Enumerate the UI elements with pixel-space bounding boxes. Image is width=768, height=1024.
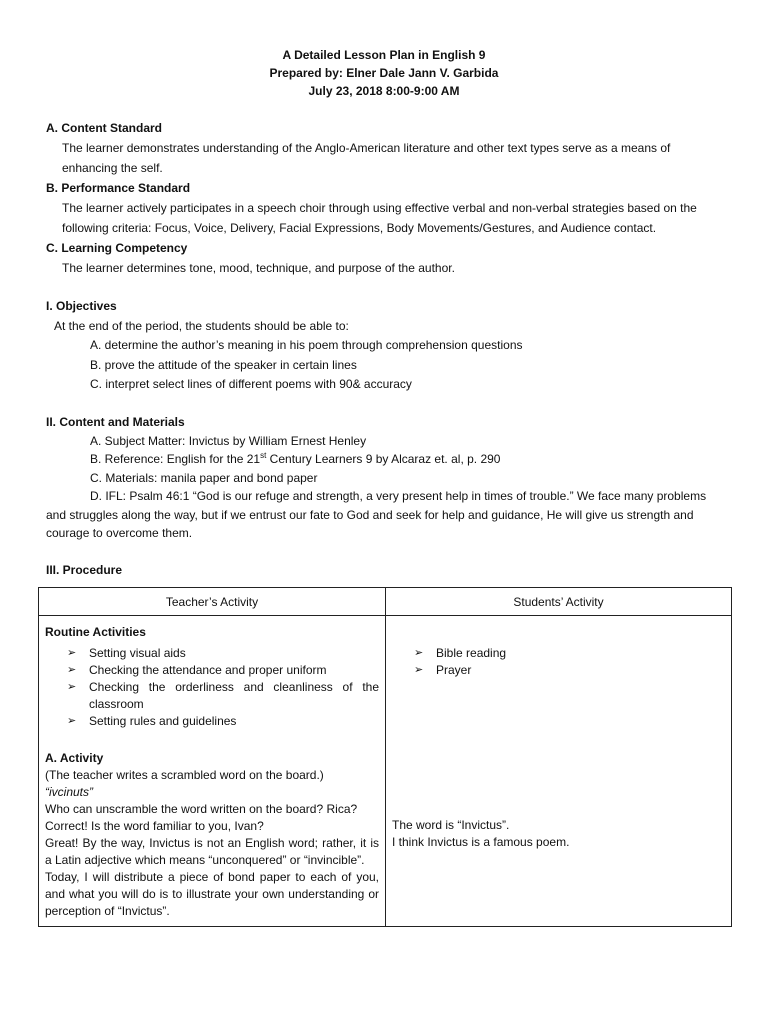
list-item: ➢ Checking the attendance and proper uniform — [67, 663, 327, 677]
teacher-question: Correct! Is the word familiar to you, Ivan? — [45, 819, 264, 833]
content-materials-heading: II. Content and Materials — [46, 415, 185, 429]
subject-matter: A. Subject Matter: Invictus by William Ernest Henley — [90, 433, 367, 448]
scrambled-word: “ivcinuts” — [45, 785, 94, 799]
arrowhead-bullet-icon: ➢ — [67, 681, 77, 693]
learning-competency-heading: C. Learning Competency — [46, 241, 188, 255]
prepared-by: Prepared by: Elner Dale Jann V. Garbida — [269, 66, 499, 80]
procedure-heading: III. Procedure — [46, 563, 123, 577]
students-activity-header: Students’ Activity — [386, 588, 732, 616]
lesson-date: July 23, 2018 8:00-9:00 AM — [308, 84, 460, 98]
student-routine-list — [392, 645, 725, 679]
document-title: A Detailed Lesson Plan in English 9 — [282, 48, 486, 62]
teacher-explanation: Great! By the way, Invictus is not an English word; rather, it is a Latin adjective which means “unconquered” or “invincible”. — [45, 836, 379, 867]
materials: C. Materials: manila paper and bond paper — [90, 470, 318, 485]
teacher-activity-cell — [39, 616, 386, 927]
arrowhead-bullet-icon: ➢ — [67, 715, 77, 727]
list-item: ➢ Setting rules and guidelines — [67, 714, 237, 728]
document-header — [0, 46, 768, 100]
ifl-text: D. IFL: Psalm 46:1 “God is our refuge and strength, a very present help in times of trouble.” We face many problems and struggles along the way, but if we entrust our fate to God and seek for help and guidance, He will give us strength and courage to overcome them. — [46, 489, 707, 540]
arrowhead-bullet-icon: ➢ — [414, 647, 424, 659]
objectives-intro: At the end of the period, the students should be able to: — [54, 318, 349, 333]
arrowhead-bullet-icon: ➢ — [414, 664, 424, 676]
performance-standard-text: The learner actively participates in a speech choir through using effective verbal and non-verbal strategies based on the following criteria: Focus, Voice, Delivery, Facial Expressions, Body Movements/Gestures, and Audience contact. — [62, 201, 697, 235]
teacher-activity-header: Teacher’s Activity — [39, 588, 386, 616]
arrowhead-bullet-icon: ➢ — [67, 664, 77, 676]
standards-section — [46, 118, 716, 278]
arrowhead-bullet-icon: ➢ — [67, 647, 77, 659]
performance-standard-heading: B. Performance Standard — [46, 181, 191, 195]
student-answer: I think Invictus is a famous poem. — [392, 835, 570, 849]
teacher-instruction: Today, I will distribute a piece of bond paper to each of you, and what you will do is to illustrate your own understanding or perception of “Invictus”. — [45, 870, 379, 918]
objectives-heading: I. Objectives — [46, 299, 117, 313]
reference: B. Reference: English for the 21st Century Learners 9 by Alcaraz et. al, p. 290 — [90, 451, 501, 466]
students-activity-cell — [386, 616, 732, 927]
list-item: ➢ Setting visual aids — [67, 646, 186, 660]
teacher-question: Who can unscramble the word written on the board? Rica? — [45, 802, 358, 816]
table-header-row — [39, 588, 732, 616]
content-standard-text: The learner demonstrates understanding of the Anglo-American literature and other text types serve as a means of enhancing the self. — [62, 141, 671, 175]
objective-item: C. interpret select lines of different poems with 90& accuracy — [90, 377, 412, 391]
objective-item: B. prove the attitude of the speaker in certain lines — [90, 357, 357, 372]
routine-heading: Routine Activities — [45, 625, 146, 639]
activity-note: (The teacher writes a scrambled word on the board.) — [45, 768, 324, 782]
objective-item: A. determine the author’s meaning in his poem through comprehension questions — [90, 338, 523, 352]
activity-heading: A. Activity — [45, 751, 104, 765]
student-answer: The word is “Invictus”. — [392, 818, 510, 832]
content-materials-section — [46, 413, 716, 543]
objectives-section — [46, 297, 716, 395]
table-row — [39, 616, 732, 927]
content-standard-heading: A. Content Standard — [46, 121, 162, 135]
list-item: ➢ Bible reading — [414, 646, 507, 660]
list-item: ➢ Prayer — [414, 663, 472, 677]
procedure-table — [38, 587, 732, 927]
list-item: ➢ Checking the orderliness and cleanliness of the classroom — [67, 680, 379, 711]
learning-competency-text: The learner determines tone, mood, technique, and purpose of the author. — [62, 261, 455, 275]
teacher-routine-list — [45, 645, 379, 730]
